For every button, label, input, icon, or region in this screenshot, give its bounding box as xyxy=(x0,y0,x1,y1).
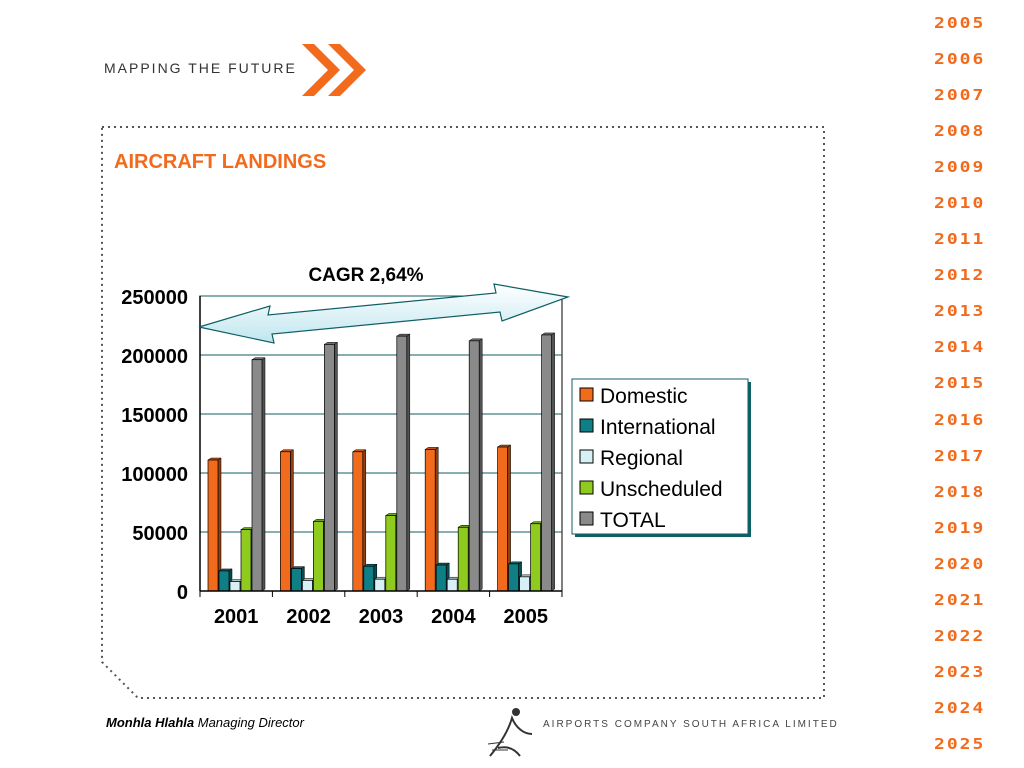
legend-swatch-total xyxy=(580,512,593,525)
legend-label-domestic: Domestic xyxy=(600,385,688,408)
y-tick-label: 50000 xyxy=(132,523,188,545)
presenter-name: Monhla Hlahla xyxy=(106,715,195,730)
sidebar-year-2021: 2021 xyxy=(934,591,986,610)
company-name: AIRPORTS COMPANY SOUTH AFRICA LIMITED xyxy=(543,719,839,730)
x-tick-label-2004: 2004 xyxy=(431,606,476,628)
sidebar-year-2024: 2024 xyxy=(934,699,986,718)
legend-swatch-international xyxy=(580,419,593,432)
bar-total-2004 xyxy=(469,339,482,591)
x-tick-label-2005: 2005 xyxy=(503,606,549,628)
legend-swatch-unscheduled xyxy=(580,481,593,494)
sidebar-year-2023: 2023 xyxy=(934,663,986,682)
sidebar-year-2006: 2006 xyxy=(934,50,986,69)
sidebar-year-2020: 2020 xyxy=(934,555,986,573)
sidebar-year-2008: 2008 xyxy=(934,122,986,141)
x-tick-label-2002: 2002 xyxy=(286,606,331,628)
sidebar-year-2007: 2007 xyxy=(934,86,986,105)
presenter-role: Managing Director xyxy=(197,715,304,730)
header-tagline: MAPPING THE FUTURE xyxy=(104,60,297,76)
sidebar-year-2022: 2022 xyxy=(934,627,986,646)
x-tick-label-2001: 2001 xyxy=(213,606,259,628)
sidebar-year-2018: 2018 xyxy=(934,483,986,501)
sidebar-year-2012: 2012 xyxy=(934,266,986,285)
y-tick-label: 200000 xyxy=(121,346,188,368)
sidebar-year-2013: 2013 xyxy=(934,302,986,321)
legend-label-international: International xyxy=(600,416,716,439)
legend-label-regional: Regional xyxy=(600,447,683,470)
legend-swatch-regional xyxy=(580,450,593,463)
sidebar-year-2010: 2010 xyxy=(934,194,986,213)
sidebar-year-2009: 2009 xyxy=(934,158,986,177)
y-tick-label: 150000 xyxy=(121,405,188,427)
legend-label-unscheduled: Unscheduled xyxy=(600,478,723,501)
sidebar-year-2025: 2025 xyxy=(934,735,986,754)
bar-total-2005 xyxy=(542,333,555,591)
cagr-annotation: CAGR 2,64% xyxy=(308,265,424,286)
sidebar-year-2016: 2016 xyxy=(934,410,986,429)
x-tick-label-2003: 2003 xyxy=(358,606,404,628)
sidebar-year-2019: 2019 xyxy=(934,519,986,537)
sidebar-year-2005: 2005 xyxy=(934,14,986,33)
y-tick-label: 100000 xyxy=(121,464,188,486)
sidebar-year-2011: 2011 xyxy=(934,230,986,249)
sidebar-year-2015: 2015 xyxy=(934,374,986,393)
sidebar-year-2017: 2017 xyxy=(934,446,986,465)
bar-total-2001 xyxy=(252,358,265,591)
legend-swatch-domestic xyxy=(580,388,593,401)
legend-label-total: TOTAL xyxy=(600,509,666,532)
footer-presenter xyxy=(106,715,304,730)
bar-total-2002 xyxy=(324,342,337,591)
slide-title: AIRCRAFT LANDINGS xyxy=(114,151,327,173)
airports-company-logo-icon xyxy=(486,704,536,766)
sidebar-year-2014: 2014 xyxy=(934,338,986,357)
bar-total-2003 xyxy=(397,334,410,591)
y-tick-label: 250000 xyxy=(121,287,188,309)
y-tick-label: 0 xyxy=(176,582,188,604)
years-sidebar xyxy=(934,10,996,767)
